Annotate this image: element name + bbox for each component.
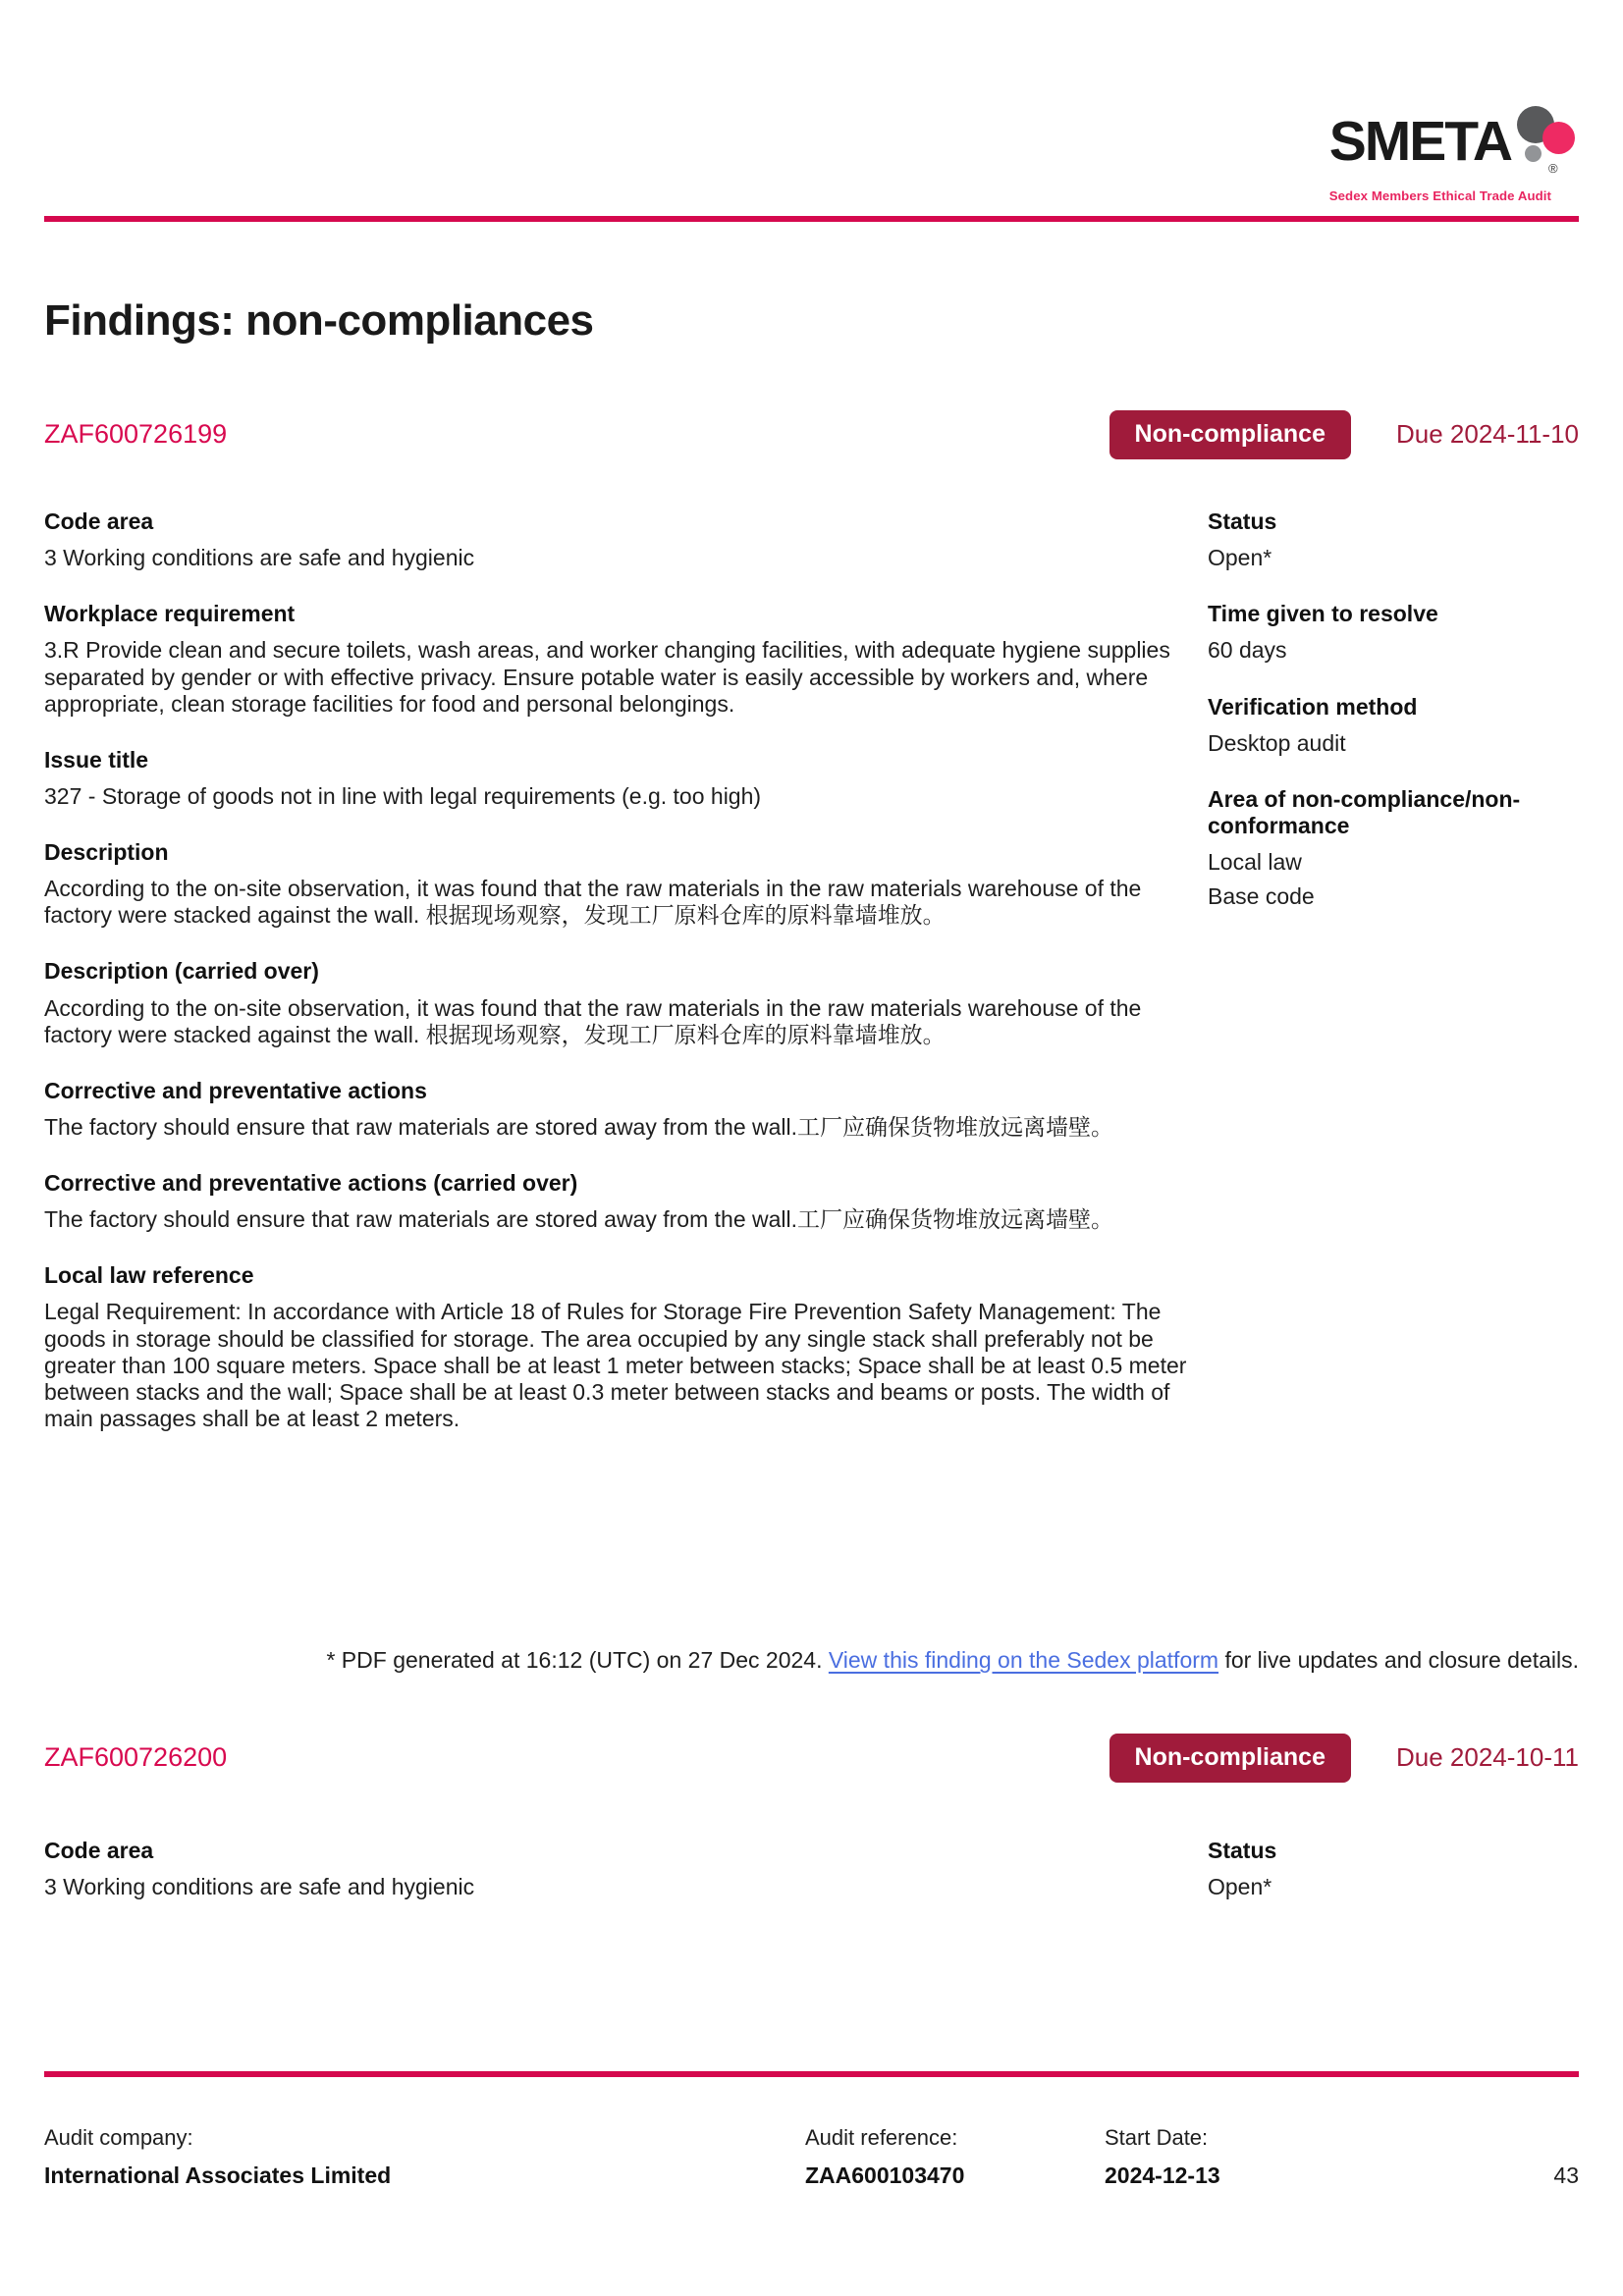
field-code-area: Code area 3 Working conditions are safe and hygienic [44,1838,475,1900]
finding-2-right-column [1208,1838,1579,1930]
finding-2-header [44,1734,1579,1783]
footer-divider [44,2071,1579,2077]
field-description: Description According to the on-site observation, it was found that the raw materials in the raw materials warehouse of the factory were stacked against the wall. 根据现场观察，发现工厂原料仓库的原料靠墙堆放。 [44,839,1142,929]
page-number: 43 [1553,2163,1579,2188]
field-status: Status Open* [1208,1838,1277,1900]
field-time-given-to-resolve: Time given to resolve 60 days [1208,601,1438,664]
page-title: Findings: non-compliances [44,296,594,345]
due-date: Due 2024-11-10 [1396,419,1579,450]
field-area-of-non-compliance: Area of non-compliance/non-conformance Local law Base code [1208,785,1521,910]
field-code-area: Code area 3 Working conditions are safe and hygienic [44,508,475,571]
finding-1-left-column [44,508,1188,1462]
column-gap [1188,508,1208,1462]
header-divider [44,216,1579,222]
field-corrective-actions-carried-over: Corrective and preventative actions (carried over) The factory should ensure that raw materials are stored away from the wall.工厂应确保货物堆放远离墙壁。 [44,1170,1114,1233]
field-issue-title: Issue title 327 - Storage of goods not in line with legal requirements (e.g. too high) [44,746,762,809]
registered-trademark: ® [1548,161,1558,176]
logo-dot-pink-icon [1542,122,1575,154]
footer-audit-company: Audit company: International Associates Limited [44,2125,392,2188]
logo-tagline: Sedex Members Ethical Trade Audit [1328,188,1552,203]
finding-1-right-column [1208,508,1579,1462]
logo-wordmark: SMETA [1328,110,1511,173]
non-compliance-badge: Non-compliance [1109,1734,1351,1783]
sedex-platform-link[interactable]: View this finding on the Sedex platform [828,1647,1219,1673]
field-status: Status Open* [1208,508,1277,571]
finding-2-left-column [44,1838,1188,1930]
field-workplace-requirement: Workplace requirement 3.R Provide clean and secure toilets, wash areas, and worker changing facilities, with adequate hygiene supplies separated by gender or with effective privacy. Ensure potable water is easily accessible by workers and, where appropriate, clean storage facilities for food and personal belongings. [44,601,1170,717]
pdf-footnote [326,1647,1579,1674]
smeta-logo [1328,110,1574,203]
footnote-prefix: * PDF generated at 16:12 (UTC) on 27 Dec 2024. [326,1647,829,1673]
finding-1-header [44,410,1579,459]
logo-dot-gray-icon [1525,145,1542,162]
finding-id: ZAF600726200 [44,1742,228,1773]
footnote-suffix: for live updates and closure details. [1218,1647,1579,1673]
footer-start-date: Start Date: 2024-12-13 [1105,2125,1220,2188]
finding-id: ZAF600726199 [44,419,228,450]
logo-dots-icon [1511,114,1574,185]
page-footer [44,2125,1579,2189]
non-compliance-badge: Non-compliance [1109,410,1351,459]
field-local-law-reference: Local law reference Legal Requirement: In accordance with Article 18 of Rules for Storage Fire Prevention Safety Management: The goods in storage should be classified for storage. The area occupied by any single stack shall preferably not be greater than 100 square meters. Space shall be at least 1 meter between stacks; Space shall be at least 0.5 meter between stacks and the wall; Space shall be at least 0.3 meter between stacks and beams or posts. The width of main passages shall be at least 2 meters. [44,1262,1187,1431]
finding-2-fields [44,1838,1579,1930]
footer-audit-reference: Audit reference: ZAA600103470 [805,2125,965,2188]
field-corrective-actions: Corrective and preventative actions The factory should ensure that raw materials are stored away from the wall.工厂应确保货物堆放远离墙壁。 [44,1077,1114,1140]
due-date: Due 2024-10-11 [1396,1742,1579,1773]
column-gap [1188,1838,1208,1930]
field-description-carried-over: Description (carried over) According to the on-site observation, it was found that the raw materials in the raw materials warehouse of the factory were stacked against the wall. 根据现场观察，发现工厂原料仓库的原料靠墙堆放。 [44,958,1142,1047]
field-verification-method: Verification method Desktop audit [1208,693,1418,756]
finding-1-fields [44,508,1579,1462]
